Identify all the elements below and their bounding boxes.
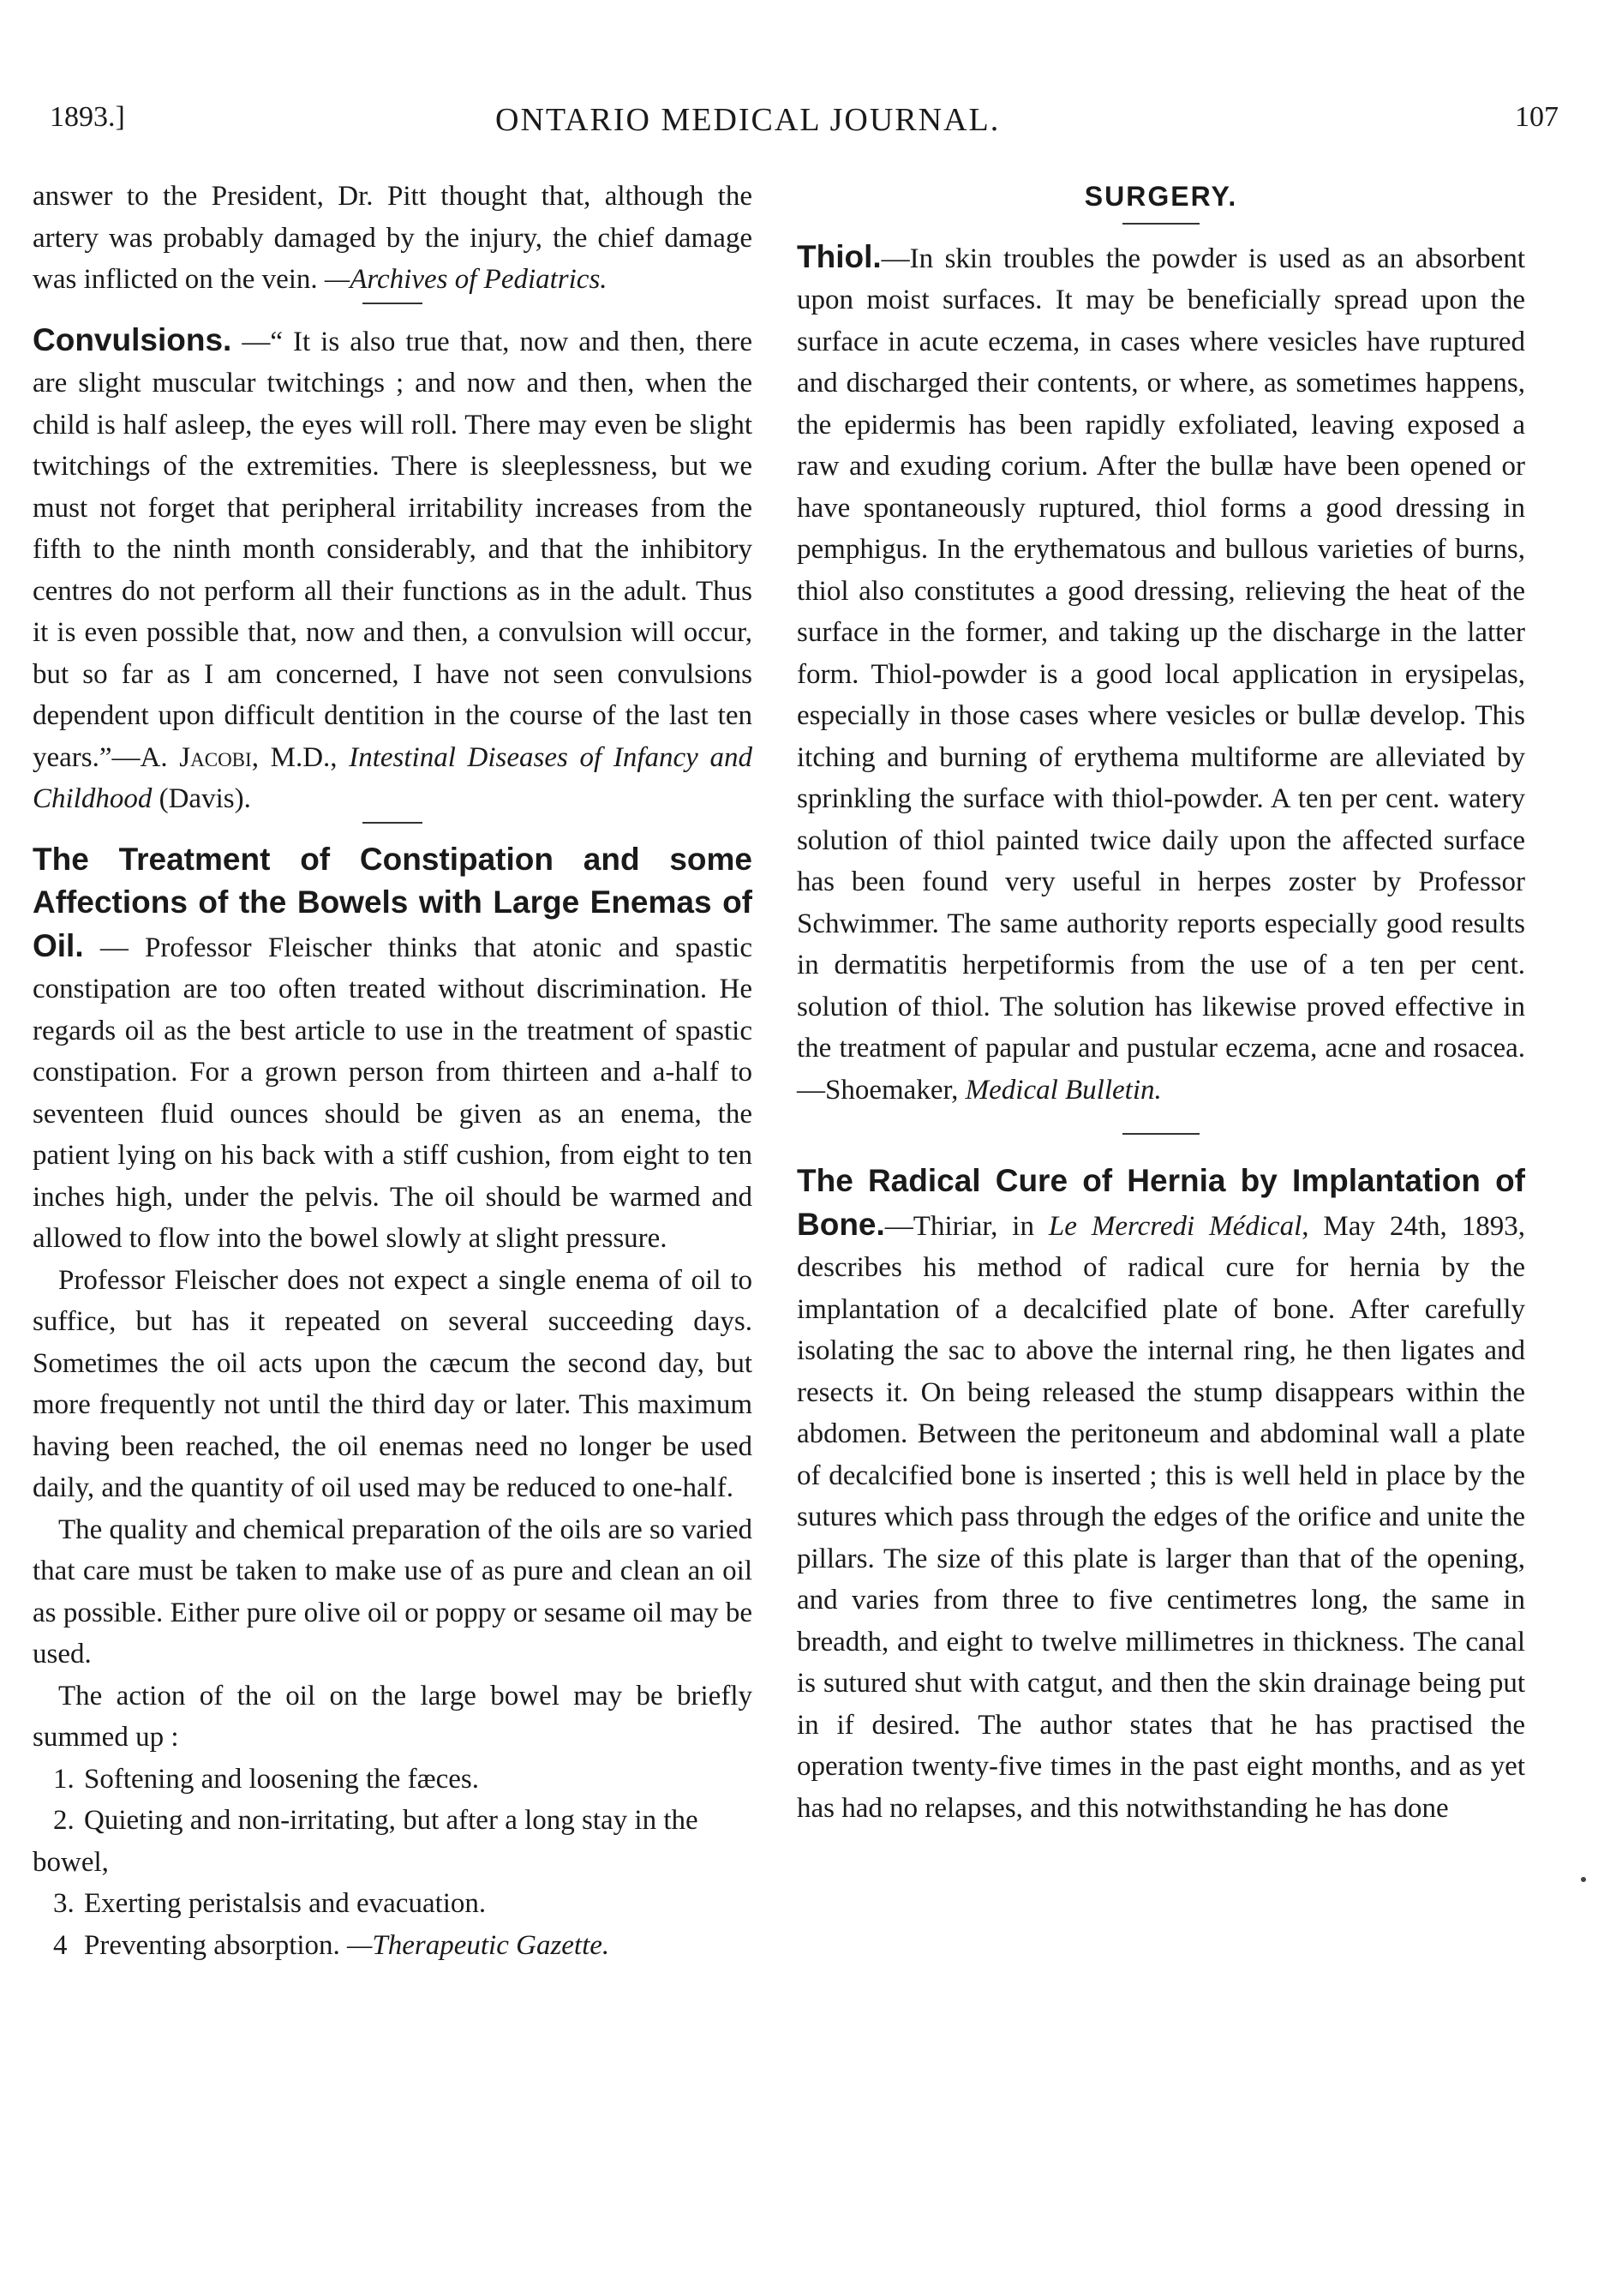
hernia-text-a: —Thiriar, in xyxy=(884,1210,1049,1242)
convulsions-paragraph xyxy=(33,320,752,820)
hernia-paragraph xyxy=(797,1160,1525,1829)
constipation-paragraph-4: The action of the oil on the large bowel may be briefly summed up : xyxy=(33,1680,752,1753)
thiol-text: —In skin troubles the powder is used as an absorbent upon moist surfaces. It may be beneficially spread upon the surface in acute eczema, in cases where vesicles have ruptured and discharged their contents, or where, as sometimes happens, the epidermis has been rapidly exfoliated, leaving exposed a raw and exuding corium. After the bullæ have been opened or have spontaneously ruptured, thiol forms a good dressing in pemphigus. In the erythematous and bullous varieties of burns, thiol also constitutes a good dressing, relieving the heat of the surface in the former, and taking up the discharge in the latter form. Thiol-powder is a good local application in erysipelas, especially in those cases where vesicles or bullæ develop. This itching and burning of erythema multiforme are alleviated by sprinkling the surface with thiol-powder. A ten per cent. watery solution of thiol painted twice daily upon the affected surface has been found very useful in herpes zoster by Professor Schwimmer. The same authority reports especially good results in dermatitis herpetiformis from the use of a ten per cent. solution of thiol. The solution has likewise proved effective in the treatment of papular and pustular eczema, acne and rosacea.—Shoemaker, xyxy=(797,243,1525,1106)
convulsions-source: Intestinal Diseases of Infancy and Childhood xyxy=(33,741,752,814)
list-item: 2. Quieting and non-irritating, but after a long stay in the bowel, xyxy=(33,1805,698,1878)
thiol-paragraph xyxy=(797,237,1525,1112)
thiol-heading: Thiol. xyxy=(797,238,882,274)
list-source: —Therapeutic Gazette. xyxy=(347,1929,610,1961)
convulsions-author-suffix: , M.D., xyxy=(251,741,350,773)
page-number: 107 xyxy=(1515,101,1559,133)
margin-mark xyxy=(1581,1877,1586,1882)
section-divider xyxy=(1122,223,1200,225)
list-item: 4 Preventing absorption. —Therapeutic Gazette. xyxy=(53,1929,610,1961)
header-year: 1893.] xyxy=(50,101,125,133)
list-item: 1. Softening and loosening the fæces. xyxy=(53,1763,480,1795)
thiol-source: Medical Bulletin. xyxy=(965,1074,1162,1106)
convulsions-author: Jacobi xyxy=(179,741,252,773)
constipation-paragraph-3: The quality and chemical preparation of the oils are so varied that care must be taken to make use of as pure and clean an oil as possible. Either pure olive oil or poppy or sesame oil may be used. xyxy=(33,1514,753,1670)
constipation-p1: — Professor Fleischer thinks that atonic and spastic constipation are too often treated without discrimination. He regards oil as the best article to use in the treatment of spastic constipation. For a grown person from thirteen and a-half to seventeen fluid ounces should be given as an enema, the patient lying on his back with a stiff cushion, from eight to ten inches high, under the pelvis. The oil should be warmed and allowed to flow into the bowel slowly at slight pressure. xyxy=(33,932,752,1254)
section-title: SURGERY. xyxy=(1084,181,1238,212)
list-item: 3. Exerting peristalsis and evacuation. xyxy=(53,1888,487,1919)
section-divider xyxy=(362,822,422,824)
convulsions-heading: Convulsions. xyxy=(33,321,232,357)
journal-title: ONTARIO MEDICAL JOURNAL. xyxy=(495,102,1001,138)
hernia-source: Le Mercredi Médical xyxy=(1048,1210,1302,1242)
constipation-paragraph-2: Professor Fleischer does not expect a single enema of oil to suffice, but has it repeated on several succeeding days. Sometimes the oil acts upon the cæcum the second day, but more frequently not until the third day or later. This maximum having been reached, the oil enemas need no longer be used daily, and the quantity of oil used may be reduced to one-half. xyxy=(33,1264,752,1503)
constipation-heading: The Treatment of Constipation and some Affections of the Bowels with Large Enemas of Oil. xyxy=(33,841,752,963)
running-head xyxy=(50,101,1559,144)
intro-source: —Archives of Pediatrics. xyxy=(324,264,607,295)
intro-paragraph xyxy=(33,176,752,301)
intro-text: answer to the President, Dr. Pitt thought that, although the artery was probably damaged by the injury, the chief damage was inflicted on the vein. xyxy=(33,181,752,295)
left-column xyxy=(33,176,752,1966)
convulsions-source-suffix: (Davis). xyxy=(152,783,251,814)
right-column xyxy=(797,176,1525,1829)
convulsions-text: —“ It is also true that, now and then, there are slight muscular twitchings ; and now and then, when the child is half asleep, the eyes will roll. There may even be slight twitchings of the extremities. There is sleeplessness, but we must not forget that peripheral irritability increases from the fifth to the ninth month considerably, and that the inhibitory centres do not perform all their functions as in the adult. Thus it is even possible that, now and then, a convulsion will occur, but so far as I am concerned, I have not seen convulsions dependent upon difficult dentition in the course of the last ten years.”—A. xyxy=(33,326,752,773)
hernia-heading: The Radical Cure of Hernia by Implantation of Bone. xyxy=(797,1163,1525,1242)
section-divider xyxy=(1122,1133,1200,1135)
constipation-paragraph-1 xyxy=(33,839,752,1260)
hernia-text-b: , May 24th, 1893, describes his method of radical cure for hernia by the implantation of a decalcified plate of bone. After carefully isolating the sac to above the internal ring, he then ligates and resects it. On being released the stump disappears within the abdomen. Between the peritoneum and abdominal wall a plate of decalcified bone is inserted ; this is well held in place by the sutures which pass through the edges of the orifice and unite the pillars. The size of this plate is larger than that of the opening, and varies from three to five centimetres long, the same in breadth, and eight to twelve millimetres in thickness. The canal is sutured shut with catgut, and then the skin drainage being put in if desired. The author states that he has practised the operation twenty-five times in the past eight months, and as yet has had no relapses, and this notwithstanding he has done xyxy=(797,1210,1525,1824)
section-divider xyxy=(362,303,422,304)
